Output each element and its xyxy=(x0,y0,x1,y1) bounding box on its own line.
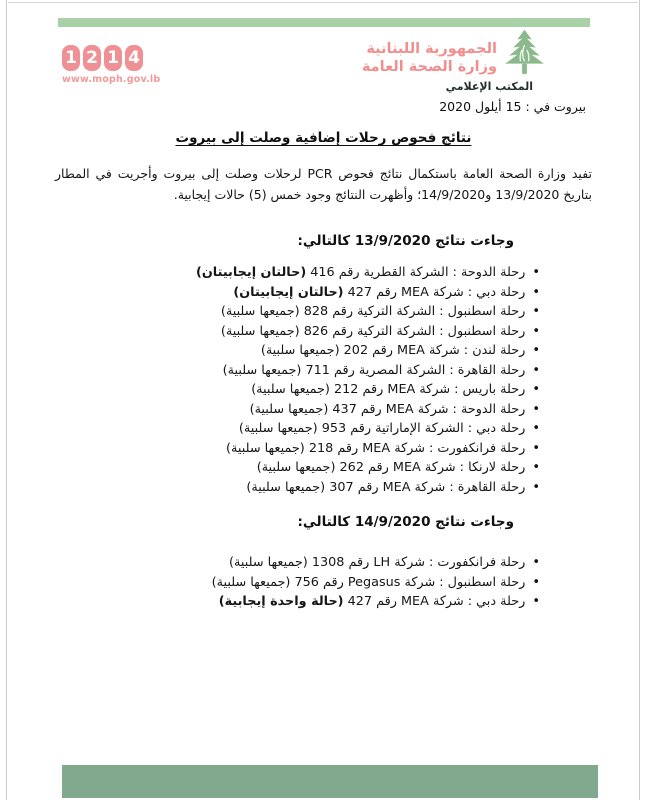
republic-name: الجمهورية اللبنانية xyxy=(366,41,497,57)
flight-result: (جميعها سلبية) xyxy=(249,401,329,417)
flight-result: (جميعها سلبية) xyxy=(211,574,291,590)
flight-result-item xyxy=(55,400,540,420)
flight-text: رحلة فرانكفورت : شركة LH رقم 1308 xyxy=(311,555,526,570)
flight-result-item xyxy=(55,573,540,593)
flight-text: رحلة دبي : شركة MEA رقم 427 xyxy=(347,284,526,300)
hotline-digit: 1 xyxy=(62,45,80,71)
flight-result: (جميعها سلبية) xyxy=(220,304,300,319)
flight-text: رحلة دبي : شركة MEA رقم 427 xyxy=(347,594,526,609)
document-title: نتائج فحوص رحلات إضافية وصلت إلى بيروت xyxy=(175,130,472,146)
flight-result: (جميعها سلبية) xyxy=(256,460,336,475)
flight-result-item xyxy=(55,302,540,322)
date-line: بيروت في : 15 أيلول 2020 xyxy=(439,99,586,114)
media-office-label: المكتب الإعلامي xyxy=(445,80,533,93)
flight-result-item xyxy=(55,380,540,400)
flight-result-item xyxy=(55,419,540,439)
flight-result: (جميعها سلبية) xyxy=(229,555,308,570)
flight-result-item xyxy=(55,322,540,342)
page-edge-right xyxy=(639,0,640,800)
flight-text: رحلة اسطنبول : شركة Pegasus رقم 756 xyxy=(294,574,526,590)
ministry-name-block xyxy=(362,40,497,76)
flight-result-item xyxy=(55,341,540,361)
flight-result: (جميعها سلبية) xyxy=(260,343,340,358)
flight-result: (جميعها سلبية) xyxy=(222,362,302,378)
page-edge-top xyxy=(8,2,638,3)
document-body xyxy=(55,128,592,612)
hotline-digit: 2 xyxy=(83,45,101,71)
flight-result: (حالتان إيجابيتان) xyxy=(196,265,307,280)
ministry-name: وزارة الصحة العامة xyxy=(361,59,497,75)
flight-result-item xyxy=(55,439,540,459)
moph-url-text: www.moph.gov.lb xyxy=(62,74,161,85)
hotline-digits xyxy=(62,45,160,71)
flight-result: (جميعها سلبية) xyxy=(220,323,300,339)
flight-result: (جميعها سلبية) xyxy=(226,440,305,456)
flight-result: (حالتان إيجابيتان) xyxy=(233,284,344,300)
flight-result: (جميعها سلبية) xyxy=(251,382,330,397)
flight-text: رحلة القاهرة : الشركة المصرية رقم 711 xyxy=(305,362,526,378)
flight-result: (حالة واحدة إيجابية) xyxy=(218,594,344,609)
flight-text: رحلة الدوحة : الشركة القطرية رقم 416 xyxy=(310,265,526,280)
footer-green-bar xyxy=(62,765,598,798)
hotline-digit: 1 xyxy=(104,45,122,71)
flight-result-item xyxy=(55,553,540,573)
flight-result-item xyxy=(55,361,540,381)
flight-text: رحلة القاهرة : شركة MEA رقم 307 xyxy=(329,479,526,495)
flight-text: رحلة دبي : الشركة الإماراتية رقم 953 xyxy=(321,421,526,436)
section-heading-14-9: وجاءت نتائج 14/9/2020 كالتالي: xyxy=(297,514,514,530)
flight-text: رحلة فرانكفورت : شركة MEA رقم 218 xyxy=(308,440,526,456)
flight-results-list-13-9 xyxy=(55,263,592,497)
hotline-digit: 4 xyxy=(125,45,143,71)
cedar-logo-icon xyxy=(500,29,549,83)
flight-text: رحلة اسطنبول : الشركة التركية رقم 828 xyxy=(303,304,526,319)
flight-result-item xyxy=(55,458,540,478)
flight-result-item xyxy=(55,592,540,612)
flight-text: رحلة باريس : شركة MEA رقم 212 xyxy=(334,382,526,397)
header-green-bar xyxy=(58,18,590,27)
flight-results-list-14-9 xyxy=(55,553,592,612)
page-edge-left xyxy=(6,0,7,800)
flight-result-item xyxy=(55,263,540,283)
section-heading-13-9: وجاءت نتائج 13/9/2020 كالتالي: xyxy=(297,233,514,249)
flight-result: (جميعها سلبية) xyxy=(238,421,318,436)
intro-paragraph: تفيد وزارة الصحة العامة باستكمال نتائج فحوص PCR لرحلات وصلت إلى بيروت وأجريت في المطار بتاريخ 13/9/2020 و14/9/2020؛ وأظهرت النتائج وجود خمس (5) حالات إيجابية. xyxy=(55,166,593,202)
hotline-1214-logo xyxy=(62,45,160,85)
flight-result: (جميعها سلبية) xyxy=(246,479,326,495)
flight-result-item xyxy=(55,478,540,498)
flight-text: رحلة اسطنبول : الشركة التركية رقم 826 xyxy=(303,323,526,339)
flight-text: رحلة الدوحة : شركة MEA رقم 437 xyxy=(332,401,526,417)
flight-text: رحلة لارنكا : شركة MEA رقم 262 xyxy=(339,460,526,475)
flight-text: رحلة لندن : شركة MEA رقم 202 xyxy=(343,343,526,358)
flight-result-item xyxy=(55,283,540,303)
